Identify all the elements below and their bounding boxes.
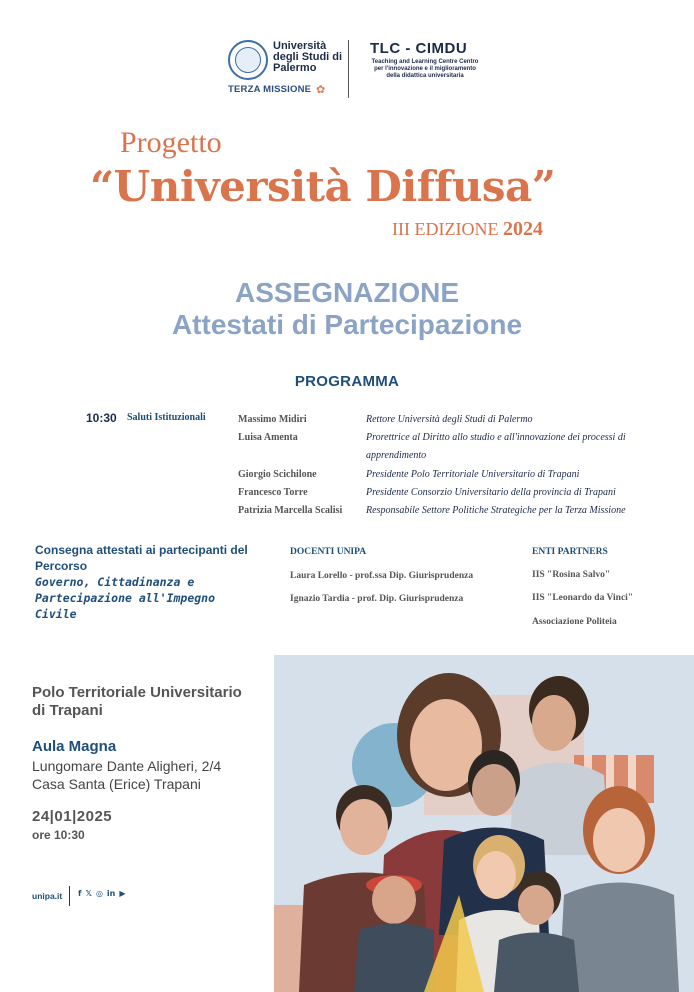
- edition-year: 2024: [502, 218, 543, 240]
- speaker-role: Responsabile Settore Politiche Strategiche per la Terza Missione: [366, 505, 626, 516]
- speaker-role: Prorettrice al Diritto allo studio e all'innovazione dei processi di apprendimento: [366, 432, 626, 461]
- edition-label: [392, 218, 543, 241]
- footer-divider: [69, 886, 70, 906]
- heading-assegnazione: ASSEGNAZIONE: [234, 277, 460, 308]
- partner-item: IIS "Rosina Salvo": [532, 570, 611, 580]
- event-date: 24|01|2025: [32, 808, 113, 825]
- header-divider: [348, 40, 349, 98]
- linkedin-icon[interactable]: in: [106, 889, 116, 898]
- venue-polo: Polo Territoriale Universitario di Trapani: [32, 684, 242, 719]
- address-line-2: Casa Santa (Erice) Trapani: [32, 776, 201, 792]
- docente-item: Laura Lorello - prof.ssa Dip. Giurisprudenza: [290, 571, 474, 581]
- tlc-logo-title: TLC - CIMDU: [370, 40, 468, 57]
- partners-heading: ENTI PARTNERS: [532, 547, 608, 557]
- speaker-role: Presidente Polo Territoriale Universitario di Trapani: [366, 469, 580, 480]
- x-icon[interactable]: 𝕏: [85, 889, 92, 898]
- venue-address: [32, 757, 272, 793]
- session-title: Saluti Istituzionali: [127, 412, 206, 423]
- session-time: 10:30: [86, 411, 117, 425]
- partner-item: IIS "Leonardo da Vinci": [532, 593, 634, 603]
- speaker-name: Giorgio Scichilone: [238, 469, 317, 480]
- speaker-name: Luisa Amenta: [238, 432, 298, 443]
- consegna-text: Consegna attestati ai partecipanti del Percorso: [35, 543, 248, 573]
- venue-aula: Aula Magna: [32, 738, 117, 755]
- address-line-1: Lungomare Dante Aligheri, 2/4: [32, 758, 222, 774]
- speaker-name: Patrizia Marcella Scalisi: [238, 505, 343, 516]
- unipa-logo-text: Università degli Studi di Palermo: [273, 40, 343, 74]
- facebook-icon[interactable]: f: [78, 889, 82, 898]
- speaker-name: Francesco Torre: [238, 487, 308, 498]
- programma-heading: PROGRAMMA: [294, 373, 400, 390]
- unipa-seal-logo: [228, 40, 268, 80]
- students-photo-collage: [274, 655, 694, 992]
- event-time: ore 10:30: [32, 828, 85, 842]
- heading-attestati: Attestati di Partecipazione: [171, 309, 523, 340]
- terza-missione-label: TERZA MISSIONE: [228, 84, 312, 95]
- partner-item: Associazione Politeia: [532, 617, 617, 627]
- tlc-logo-subtitle: Teaching and Learning Centre Centro per l'innovazione e il miglioramento della didattica universitaria: [371, 59, 479, 79]
- speaker-name: Massimo Midiri: [238, 414, 307, 425]
- flower-icon: ✿: [316, 83, 326, 96]
- docente-item: Ignazio Tardia - prof. Dip. Giurisprudenza: [290, 594, 464, 604]
- speaker-role: Presidente Consorzio Universitario della provincia di Trapani: [366, 487, 616, 498]
- website-link[interactable]: unipa.it: [32, 891, 63, 901]
- progetto-label: Progetto: [120, 126, 222, 159]
- youtube-icon[interactable]: ▶: [119, 889, 126, 898]
- photo-illustration: [274, 655, 694, 992]
- social-icons: [78, 889, 126, 898]
- speaker-role: Rettore Università degli Studi di Palermo: [366, 414, 533, 425]
- docenti-heading: DOCENTI UNIPA: [290, 547, 367, 557]
- main-title: “Università Diffusa”: [90, 162, 556, 211]
- edition-text: III EDIZIONE: [392, 219, 499, 239]
- percorso-title: Governo, Cittadinanza e Partecipazione all'Impegno Civile: [35, 575, 216, 621]
- instagram-icon[interactable]: ◎: [95, 889, 103, 898]
